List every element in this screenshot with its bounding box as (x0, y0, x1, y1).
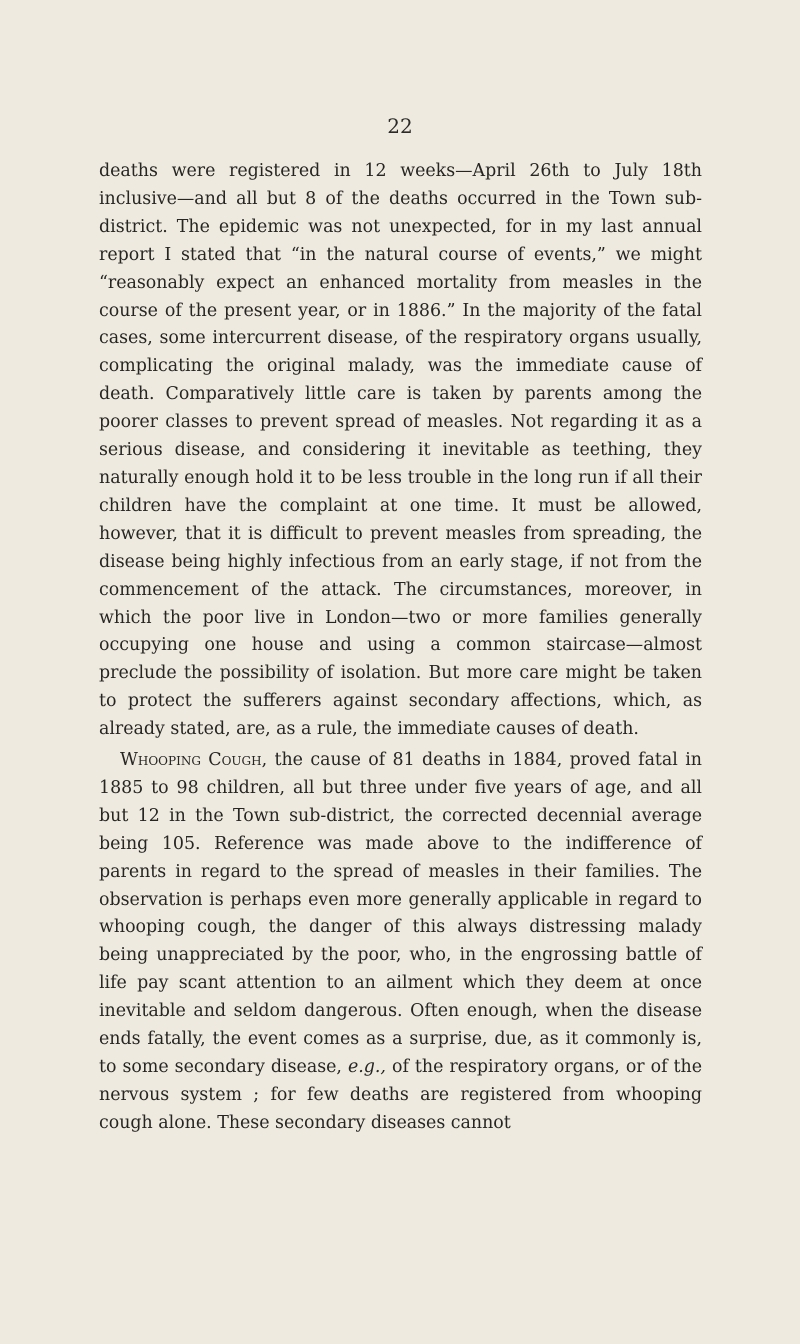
paragraph-measles: deaths were registered in 12 weeks—April 26th to July 18th inclusive—and all but 8 of the deaths occurred in the Town sub-district. The epidemic was not unexpected, for in my last annual report I stated that “in the natural course of events,” we might “reasonably expect an enhanced mortality from measles in the course of the present year, or in 1886.” In the majority of the fatal cases, some intercurrent disease, of the respiratory organs usually, complicating the original malady, was the immediate cause of death. Comparatively little care is taken by parents among the poorer classes to prevent spread of measles. Not regarding it as a serious disease, and considering it inevitable as teething, they naturally enough hold it to be less trouble in the long run if all their children have the complaint at one time. It must be allowed, however, that it is difficult to prevent measles from spreading, the disease being highly infectious from an early stage, if not from the commencement of the attack. The circumstances, moreover, in which the poor live in London—two or more families generally occupying one house and using a common staircase—almost preclude the possibility of isolation. But more care might be taken to protect the sufferers against secondary affections, which, as already stated, are, as a rule, the immediate causes of death. (99, 161, 702, 740)
paragraph-body-a: the cause of 81 deaths in 1884, proved fatal in 1885 to 98 children, all but three under five years of age, and all but 12 in the Town sub-district, the corrected decennial average being 105. Reference was made above to the indifference of parents in regard to the spread of measles in their families. The observation is perhaps even more generally applicable in regard to whooping cough, the danger of this always distressing malady being unappreciated by the poor, who, in the engrossing battle of life pay scant attention to an ailment which they deem at once inevitable and seldom dangerous. Often enough, when the disease ends fatally, the event comes as a surprise, due, as it commonly is, to some secondary disease, (99, 750, 702, 1077)
eg-abbreviation: e.g., (347, 1057, 386, 1077)
body-text (99, 158, 702, 1138)
paragraph-whooping-cough (99, 747, 702, 1138)
page-number: 22 (387, 114, 413, 138)
paragraph-body-b: of the respiratory organs, or of the nervous system ; for few deaths are registered from whooping cough alone. These secondary diseases cannot (99, 1057, 702, 1133)
whooping-cough-heading: Whooping Cough, (120, 750, 268, 771)
